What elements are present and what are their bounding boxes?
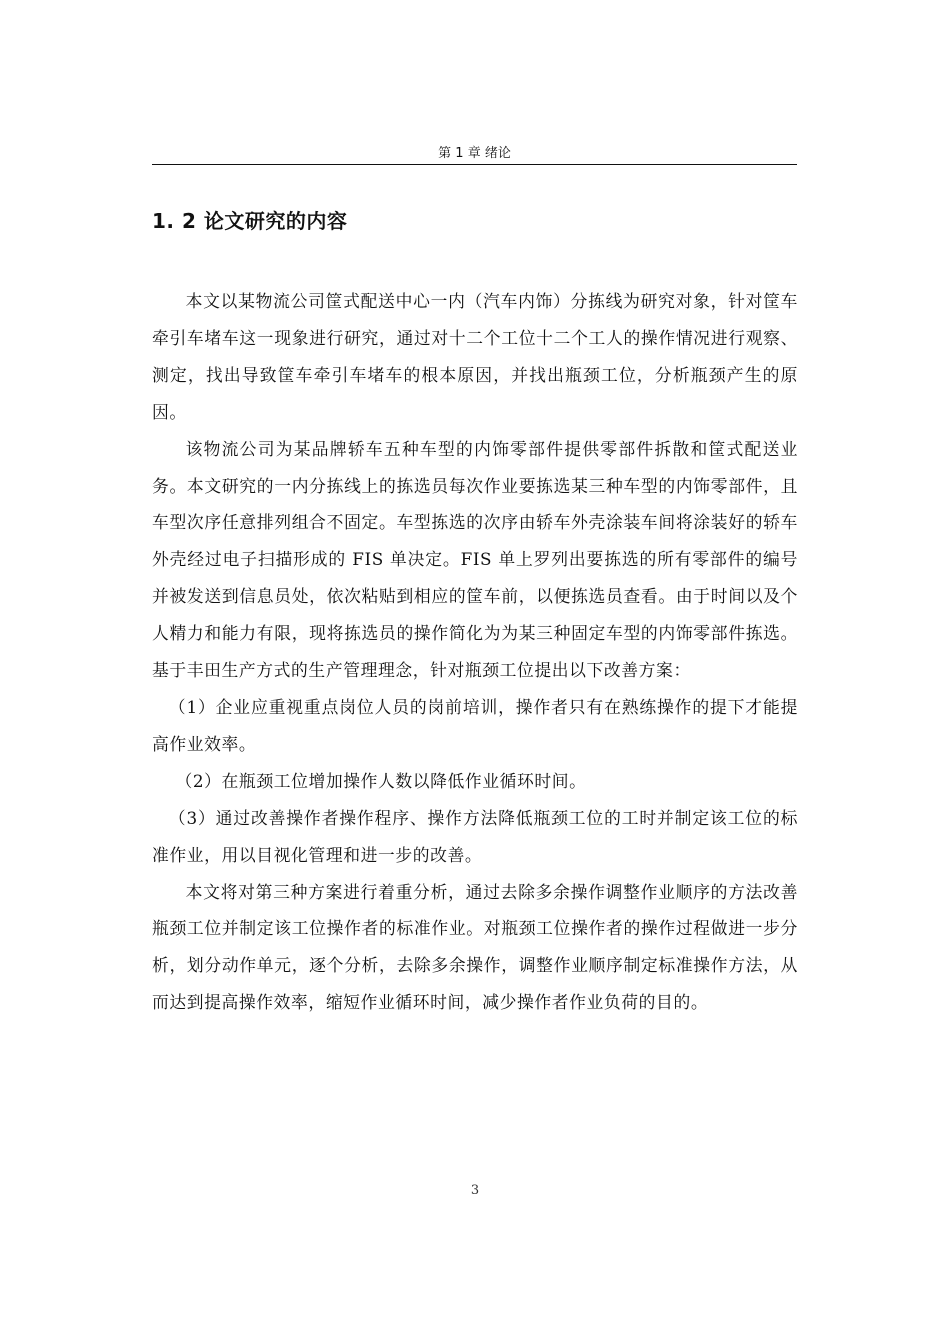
paragraph-option-2: （2）在瓶颈工位增加操作人数以降低作业循环时间。: [175, 770, 587, 791]
paragraph-option-1: （1）企业应重视重点岗位人员的岗前培训，操作者只有在熟练操作的提下才能提高作业效率。: [152, 696, 798, 754]
paragraph-option-3: （3）通过改善操作者操作程序、操作方法降低瓶颈工位的工时并制定该工位的标准作业，用以目视化管理和进一步的改善。: [152, 807, 798, 865]
paragraph-background: 该物流公司为某品牌轿车五种车型的内饰零部件提供零部件拆散和筐式配送业务。本文研究的一内分拣线上的拣选员每次作业要拣选某三种车型的内饰零部件，且车型次序任意排列组合不固定。车型拣选的次序由轿车外壳涂装车间将涂装好的轿车外壳经过电子扫描形成的 FIS 单决定。FIS 单上罗列出要拣选的所有零部件的编号并被发送到信息员处，依次粘贴到相应的筐车前，以便拣选员查看。由于时间以及个人精力和能力有限，现将拣选员的操作简化为为某三种固定车型的内饰零部件拣选。基于丰田生产方式的生产管理理念，针对瓶颈工位提出以下改善方案：: [152, 438, 798, 681]
running-header: 第 1 章 绪论: [438, 146, 511, 161]
paragraph-conclusion: 本文将对第三种方案进行着重分析，通过去除多余操作调整作业顺序的方法改善瓶颈工位并制定该工位操作者的标准作业。对瓶颈工位操作者的操作过程做进一步分析，划分动作单元，逐个分析，去除多余操作，调整作业顺序制定标准操作方法，从而达到提高操作效率，缩短作业循环时间，减少操作者作业负荷的目的。: [152, 881, 798, 1013]
header-divider: [152, 164, 797, 165]
section-heading: 1. 2 论文研究的内容: [152, 209, 348, 233]
body-text: [152, 283, 798, 1021]
page-number: 3: [470, 1183, 480, 1198]
paragraph-intro: 本文以某物流公司筐式配送中心一内（汽车内饰）分拣线为研究对象，针对筐车牵引车堵车这一现象进行研究，通过对十二个工位十二个工人的操作情况进行观察、测定，找出导致筐车牵引车堵车的根本原因，并找出瓶颈工位，分析瓶颈产生的原因。: [152, 291, 798, 422]
